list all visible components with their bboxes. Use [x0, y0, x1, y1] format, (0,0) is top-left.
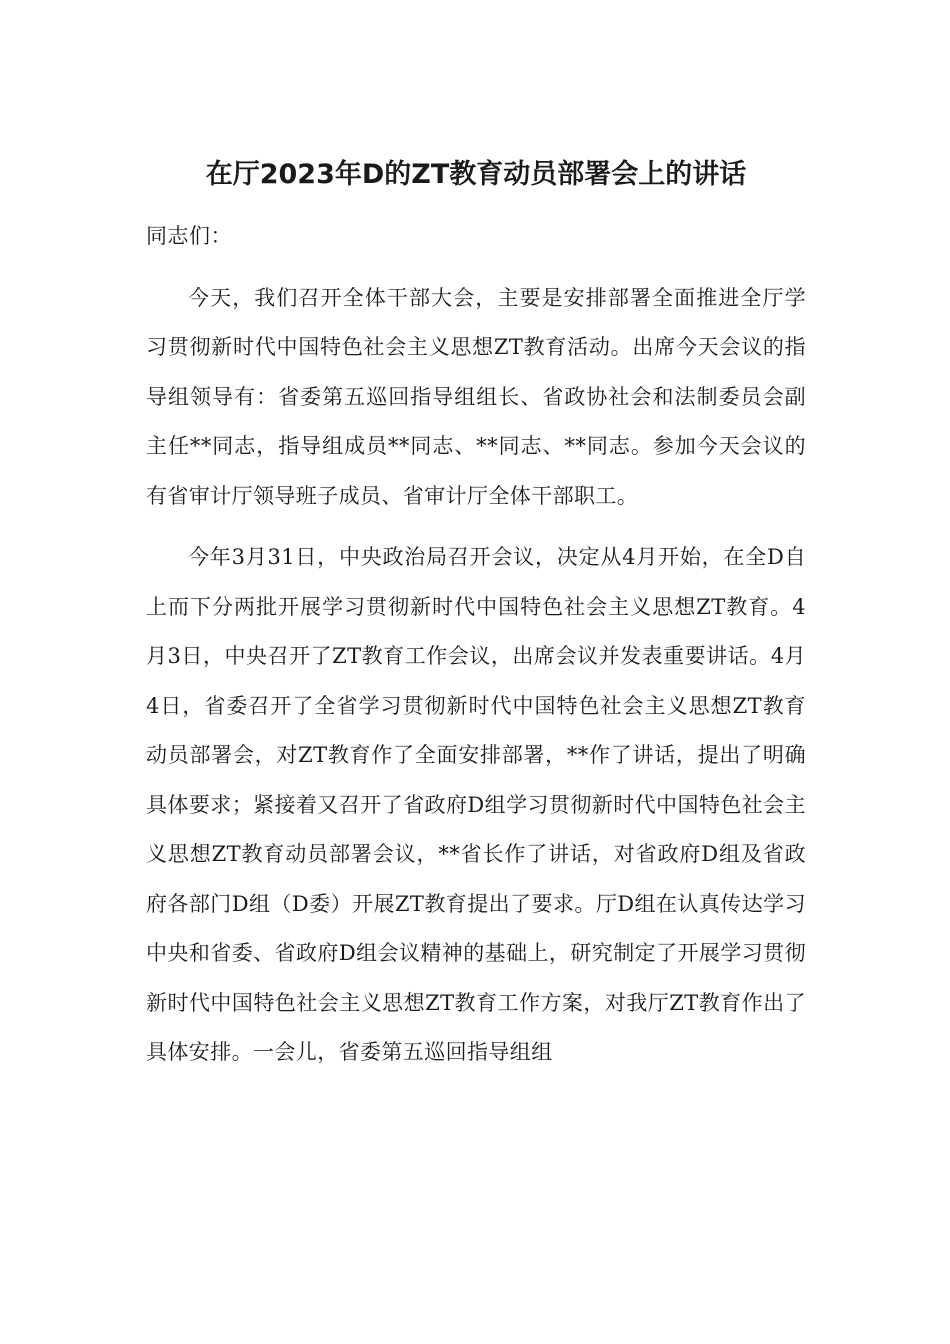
paragraph-2: 今年3月31日，中央政治局召开会议，决定从4月开始，在全D自上而下分两批开展学习贯彻新时代中国特色社会主义思想ZT教育。4月3日，中央召开了ZT教育工作会议，出席会议并发表重要讲话。4月4日，省委召开了全省学习贯彻新时代中国特色社会主义思想ZT教育动员部署会，对ZT教育作了全面安排部署，**作了讲话，提出了明确具体要求；紧接着又召开了省政府D组学习贯彻新时代中国特色社会主义思想ZT教育动员部署会议，**省长作了讲话，对省政府D组及省政府各部门D组（D委）开展ZT教育提出了要求。厅D组在认真传达学习中央和省委、省政府D组会议精神的基础上，研究制定了开展学习贯彻新时代中国特色社会主义思想ZT教育工作方案，对我厅ZT教育作出了具体安排。一会儿，省委第五巡回指导组组 — [146, 545, 806, 1064]
document-page — [146, 150, 806, 1078]
document-title: 在厅2023年D的ZT教育动员部署会上的讲话 — [205, 159, 747, 190]
paragraph-1: 今天，我们召开全体干部大会，主要是安排部署全面推进全厅学习贯彻新时代中国特色社会主义思想ZT教育活动。出席今天会议的指导组领导有：省委第五巡回指导组组长、省政协社会和法制委员会副主任**同志，指导组成员**同志、**同志、**同志。参加今天会议的有省审计厅领导班子成员、省审计厅全体干部职工。 — [146, 285, 806, 508]
salutation: 同志们： — [146, 224, 232, 248]
